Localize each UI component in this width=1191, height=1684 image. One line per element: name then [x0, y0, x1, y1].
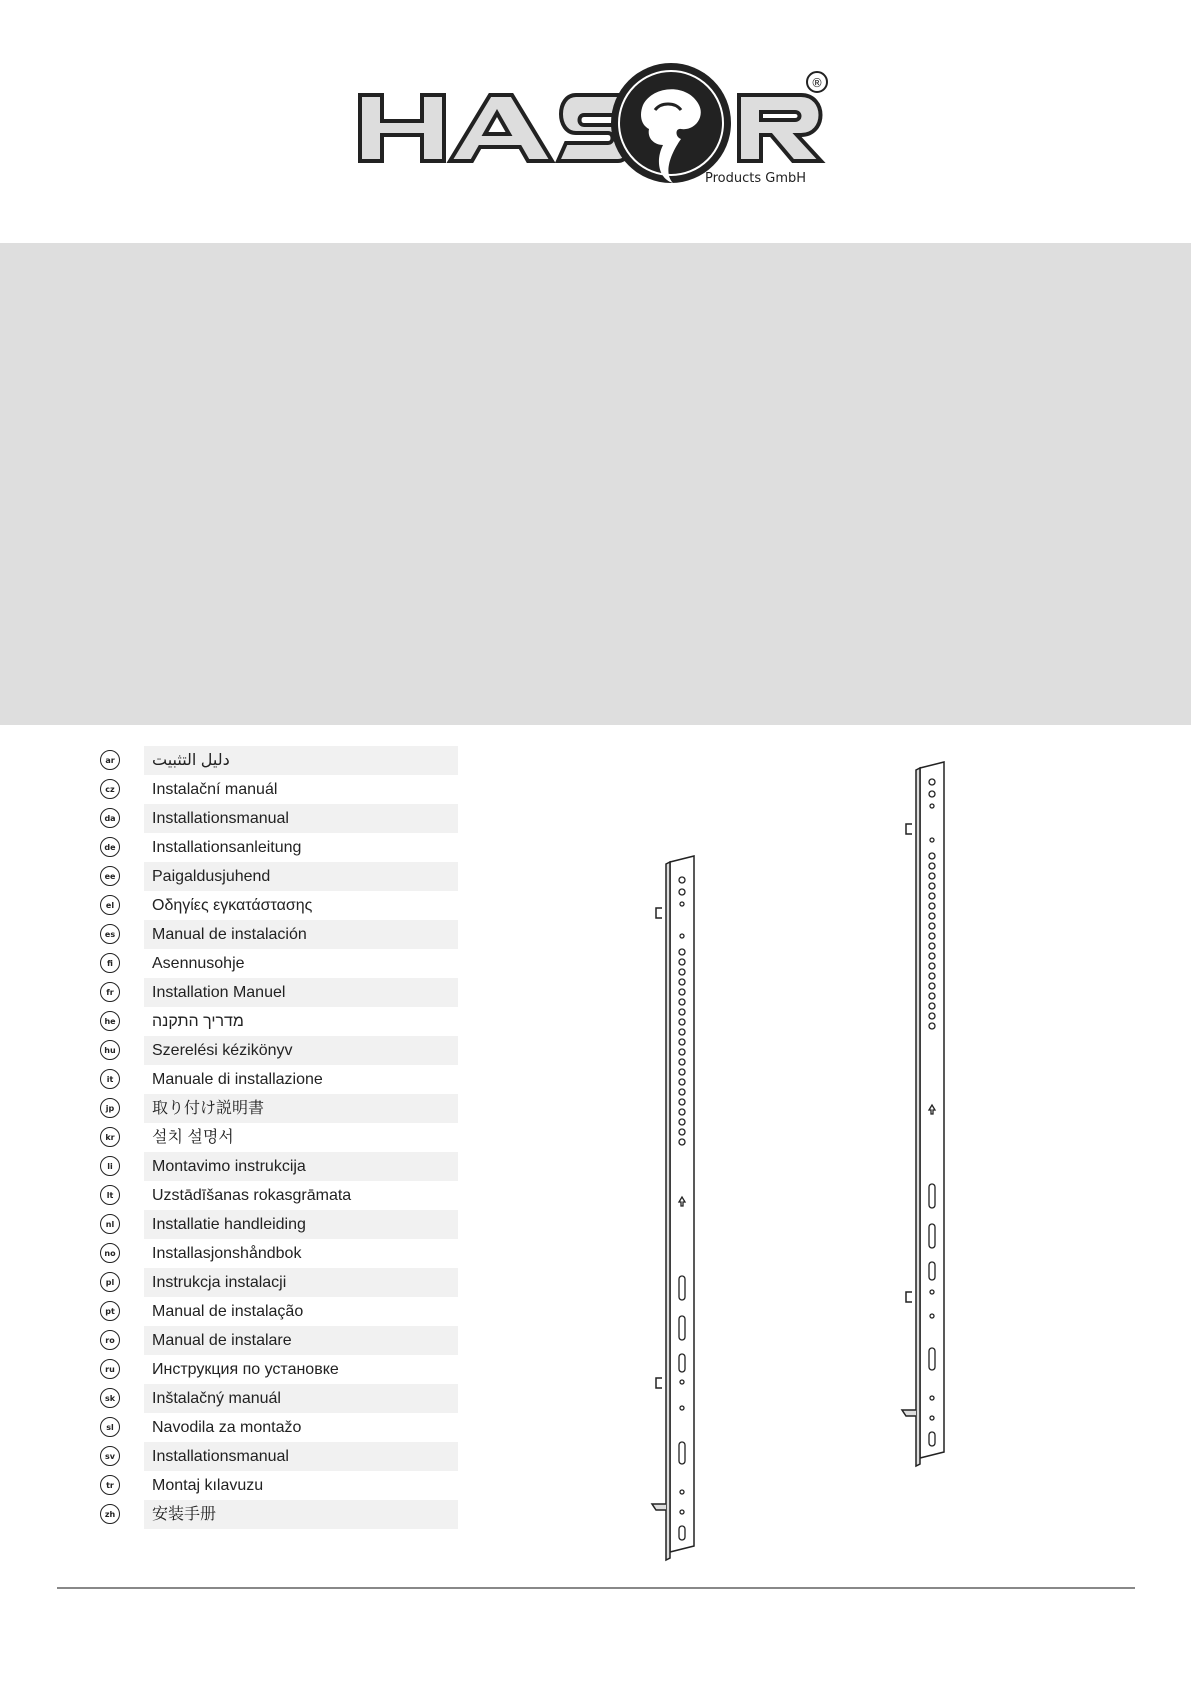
language-row: [100, 1500, 460, 1529]
language-code-badge: ro: [100, 1330, 120, 1350]
language-row: [100, 1065, 460, 1094]
language-label: מדריך התקנה: [152, 1013, 244, 1030]
language-label: Manuale di installazione: [152, 1071, 323, 1088]
language-row: [100, 949, 460, 978]
cover-image-area: [0, 243, 1191, 725]
language-row: [100, 1123, 460, 1152]
hagor-logo: [355, 60, 835, 195]
rail-right: [902, 762, 944, 1466]
language-label: Οδηγίες εγκατάστασης: [152, 897, 313, 914]
language-label: Installation Manuel: [152, 984, 286, 1001]
language-row: [100, 833, 460, 862]
footer-divider: [57, 1587, 1135, 1589]
language-code-badge: no: [100, 1243, 120, 1263]
language-label: Manual de instalación: [152, 926, 307, 943]
language-row: [100, 746, 460, 775]
language-row: [100, 775, 460, 804]
language-code-badge: ru: [100, 1359, 120, 1379]
language-code-badge: sl: [100, 1417, 120, 1437]
language-code-badge: cz: [100, 779, 120, 799]
language-row: [100, 1036, 460, 1065]
language-row: [100, 1471, 460, 1500]
language-row: [100, 978, 460, 1007]
language-code-badge: pl: [100, 1272, 120, 1292]
language-label: دليل التثبيت: [152, 752, 230, 769]
language-code-badge: de: [100, 837, 120, 857]
language-code-badge: fr: [100, 982, 120, 1002]
language-label: Inštalačný manuál: [152, 1390, 281, 1407]
language-code-badge: sv: [100, 1446, 120, 1466]
language-label: Asennusohje: [152, 955, 245, 972]
language-code-badge: sk: [100, 1388, 120, 1408]
language-row: [100, 920, 460, 949]
language-code-badge: lt: [100, 1185, 120, 1205]
language-code-badge: it: [100, 1069, 120, 1089]
language-label: 安装手册: [152, 1506, 217, 1523]
language-label: Instalační manuál: [152, 781, 278, 798]
language-row: [100, 1297, 460, 1326]
logo-subtitle: Products GmbH: [705, 171, 807, 186]
language-row: [100, 1210, 460, 1239]
language-code-badge: zh: [100, 1504, 120, 1524]
language-row: [100, 1384, 460, 1413]
language-row: [100, 1413, 460, 1442]
language-label: Installatie handleiding: [152, 1216, 306, 1233]
language-code-badge: da: [100, 808, 120, 828]
language-code-badge: li: [100, 1156, 120, 1176]
language-code-badge: hu: [100, 1040, 120, 1060]
language-label: Manual de instalare: [152, 1332, 292, 1349]
language-code-badge: jp: [100, 1098, 120, 1118]
language-label: Installasjonshåndbok: [152, 1245, 302, 1262]
language-row: [100, 804, 460, 833]
language-row: [100, 1355, 460, 1384]
language-label: Installationsmanual: [152, 1448, 289, 1465]
language-code-badge: fi: [100, 953, 120, 973]
language-row: [100, 891, 460, 920]
language-code-badge: nl: [100, 1214, 120, 1234]
language-label: Manual de instalação: [152, 1303, 304, 1320]
language-row: [100, 1007, 460, 1036]
language-row: [100, 1326, 460, 1355]
language-label: Инструкция по установке: [152, 1361, 339, 1378]
language-row: [100, 862, 460, 891]
language-row: [100, 1094, 460, 1123]
language-row: [100, 1152, 460, 1181]
mounting-rails-graphic: [630, 740, 990, 1570]
language-row: [100, 1181, 460, 1210]
language-label: Szerelési kézikönyv: [152, 1042, 293, 1059]
language-row: [100, 1268, 460, 1297]
language-label: 설치 설명서: [152, 1129, 234, 1146]
language-code-badge: tr: [100, 1475, 120, 1495]
language-code-badge: pt: [100, 1301, 120, 1321]
language-code-badge: kr: [100, 1127, 120, 1147]
language-label: Paigaldusjuhend: [152, 868, 271, 885]
registered-mark: ®: [811, 76, 823, 90]
language-row: [100, 1442, 460, 1471]
language-label: Instrukcja instalacji: [152, 1274, 287, 1291]
rail-left: [652, 856, 694, 1560]
mounting-rails-illustration: [630, 740, 990, 1570]
language-code-badge: es: [100, 924, 120, 944]
language-row: [100, 1239, 460, 1268]
language-label: Installationsmanual: [152, 810, 289, 827]
language-code-badge: ar: [100, 750, 120, 770]
language-label: Montavimo instrukcija: [152, 1158, 306, 1175]
language-label: 取り付け説明書: [152, 1100, 265, 1117]
language-label: Montaj kılavuzu: [152, 1477, 264, 1494]
language-code-badge: el: [100, 895, 120, 915]
language-code-badge: he: [100, 1011, 120, 1031]
language-list: [100, 746, 460, 1529]
language-label: Uzstādīšanas rokasgrāmata: [152, 1187, 352, 1204]
language-code-badge: ee: [100, 866, 120, 886]
language-label: Installationsanleitung: [152, 839, 302, 856]
language-label: Navodila za montažo: [152, 1419, 302, 1436]
